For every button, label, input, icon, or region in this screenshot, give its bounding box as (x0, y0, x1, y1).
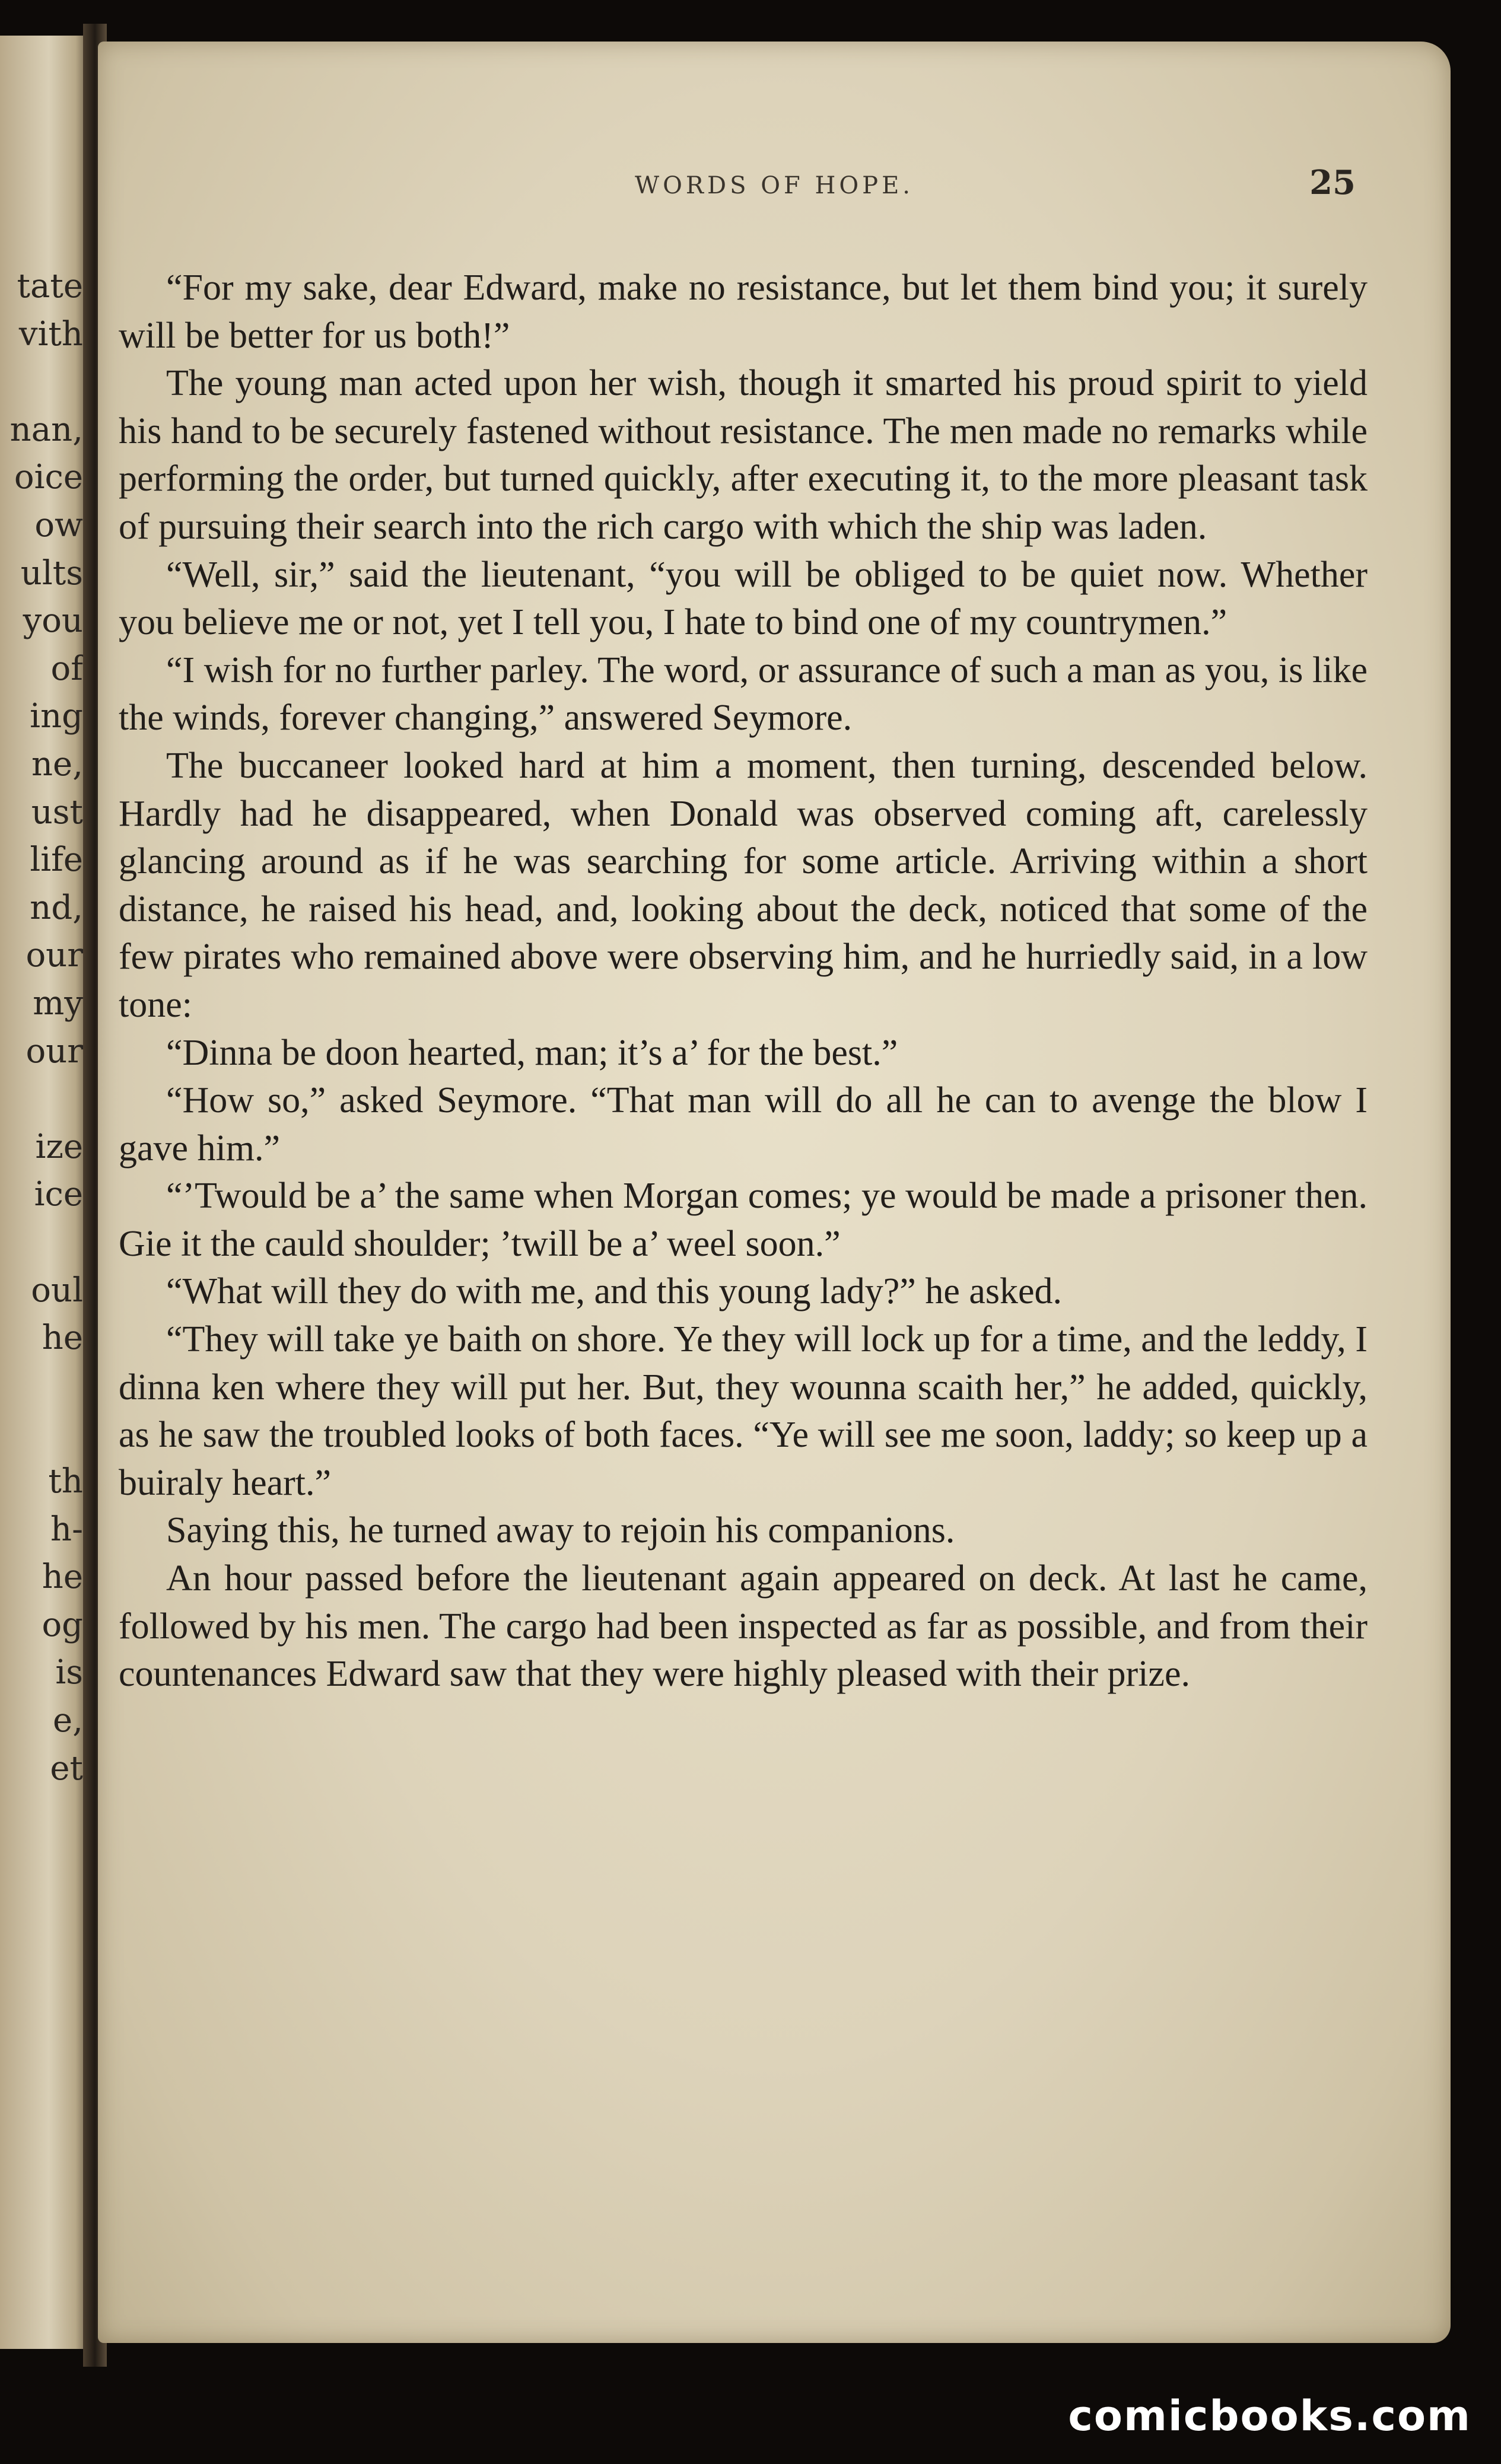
previous-page-text-fragment: you (23, 601, 83, 641)
previous-page-edge (0, 36, 89, 2349)
watermark: comicbooks.com (1068, 2392, 1471, 2440)
running-head: WORDS OF HOPE. (635, 172, 914, 199)
previous-page-text-fragment: og (42, 1605, 83, 1644)
previous-page-text-fragment: e, (53, 1701, 83, 1740)
paragraph: The young man acted upon her wish, though it smarted his proud spirit to yield his hand to be securely fastened without resistance. The men made no remarks while performing the order, but turned quickly, after executing it, to the more pleasant task of pursuing their search into the rich cargo with which the ship was laden. (119, 363, 1368, 547)
paragraph: “What will they do with me, and this young lady?” he asked. (166, 1271, 1063, 1312)
previous-page-text-fragment: ne, (31, 745, 83, 784)
previous-page-text-fragment: et (50, 1749, 83, 1788)
previous-page-text-fragment: of (50, 649, 83, 688)
paragraph: “I wish for no further parley. The word, or assurance of such a man as you, is like the winds, forever changing,” answered Seymore. (119, 650, 1368, 738)
previous-page-text-fragment: th (48, 1462, 83, 1501)
book-page (98, 42, 1451, 2343)
previous-page-text-fragment: nan, (9, 410, 83, 449)
previous-page-text-fragment: life (30, 841, 83, 880)
body-text (119, 264, 1368, 1698)
previous-page-text-fragment: ing (30, 697, 83, 736)
paragraph: An hour passed before the lieutenant again appeared on deck. At last he came, followed by his men. The cargo had been inspected as far as possible, and from their countenances Edward saw that they were highly pleased with their prize. (119, 1558, 1368, 1695)
previous-page-text-fragment: nd, (30, 888, 83, 927)
paragraph: “Well, sir,” said the lieutenant, “you will be obliged to be quiet now. Whether you believe me or not, yet I tell you, I hate to bind one of my countrymen.” (119, 554, 1368, 643)
paragraph: “’Twould be a’ the same when Morgan comes; ye would be made a prisoner then. Gie it the cauld shoulder; ’twill be a’ weel soon.” (119, 1176, 1368, 1264)
previous-page-text-fragment: oul (31, 1271, 83, 1310)
previous-page-text-fragment: vith (18, 314, 83, 354)
paragraph: “How so,” asked Seymore. “That man will do all he can to avenge the blow I gave him.” (119, 1080, 1368, 1169)
previous-page-text-fragment: h- (50, 1510, 83, 1549)
previous-page-text-fragment: our (26, 1032, 83, 1071)
previous-page-text-fragment: ice (34, 1175, 83, 1214)
paragraph: “Dinna be doon hearted, man; it’s a’ for the best.” (166, 1032, 898, 1073)
previous-page-text-fragment: he (42, 1319, 83, 1358)
page-number: 25 (1309, 163, 1356, 202)
paragraph: The buccaneer looked hard at him a moment, then turning, descended below. Hardly had he disappeared, when Donald was observed coming aft, carelessly glancing around as if he was searching for some article. Arriving within a short distance, he raised his head, and, looking about the deck, noticed that some of the few pirates who remained above were observing him, and he hurriedly said, in a low tone: (119, 745, 1368, 1025)
paragraph: Saying this, he turned away to rejoin his companions. (166, 1510, 955, 1551)
previous-page-text-fragment: he (42, 1558, 83, 1597)
previous-page-text-fragment: oice (14, 458, 83, 497)
previous-page-text-fragment: is (55, 1653, 83, 1692)
previous-page-text-fragment: ow (34, 506, 83, 545)
previous-page-text-fragment: ize (35, 1127, 83, 1166)
previous-page-text-fragment: our (26, 936, 83, 975)
previous-page-text-fragment: ust (31, 792, 83, 832)
paragraph: “They will take ye baith on shore. Ye they will lock up for a time, and the leddy, I dinna ken where they will put her. But, they wounna scaith her,” he added, quickly, as he saw the troubled looks of both faces. “Ye will see me soon, laddy; so keep up a buiraly heart.” (119, 1319, 1368, 1503)
previous-page-text-fragment: ults (20, 553, 83, 593)
previous-page-text-fragment: tate (17, 267, 83, 305)
previous-page-text-fragment: my (33, 984, 83, 1023)
paragraph: “For my sake, dear Edward, make no resistance, but let them bind you; it surely will be better for us both!” (119, 268, 1368, 356)
